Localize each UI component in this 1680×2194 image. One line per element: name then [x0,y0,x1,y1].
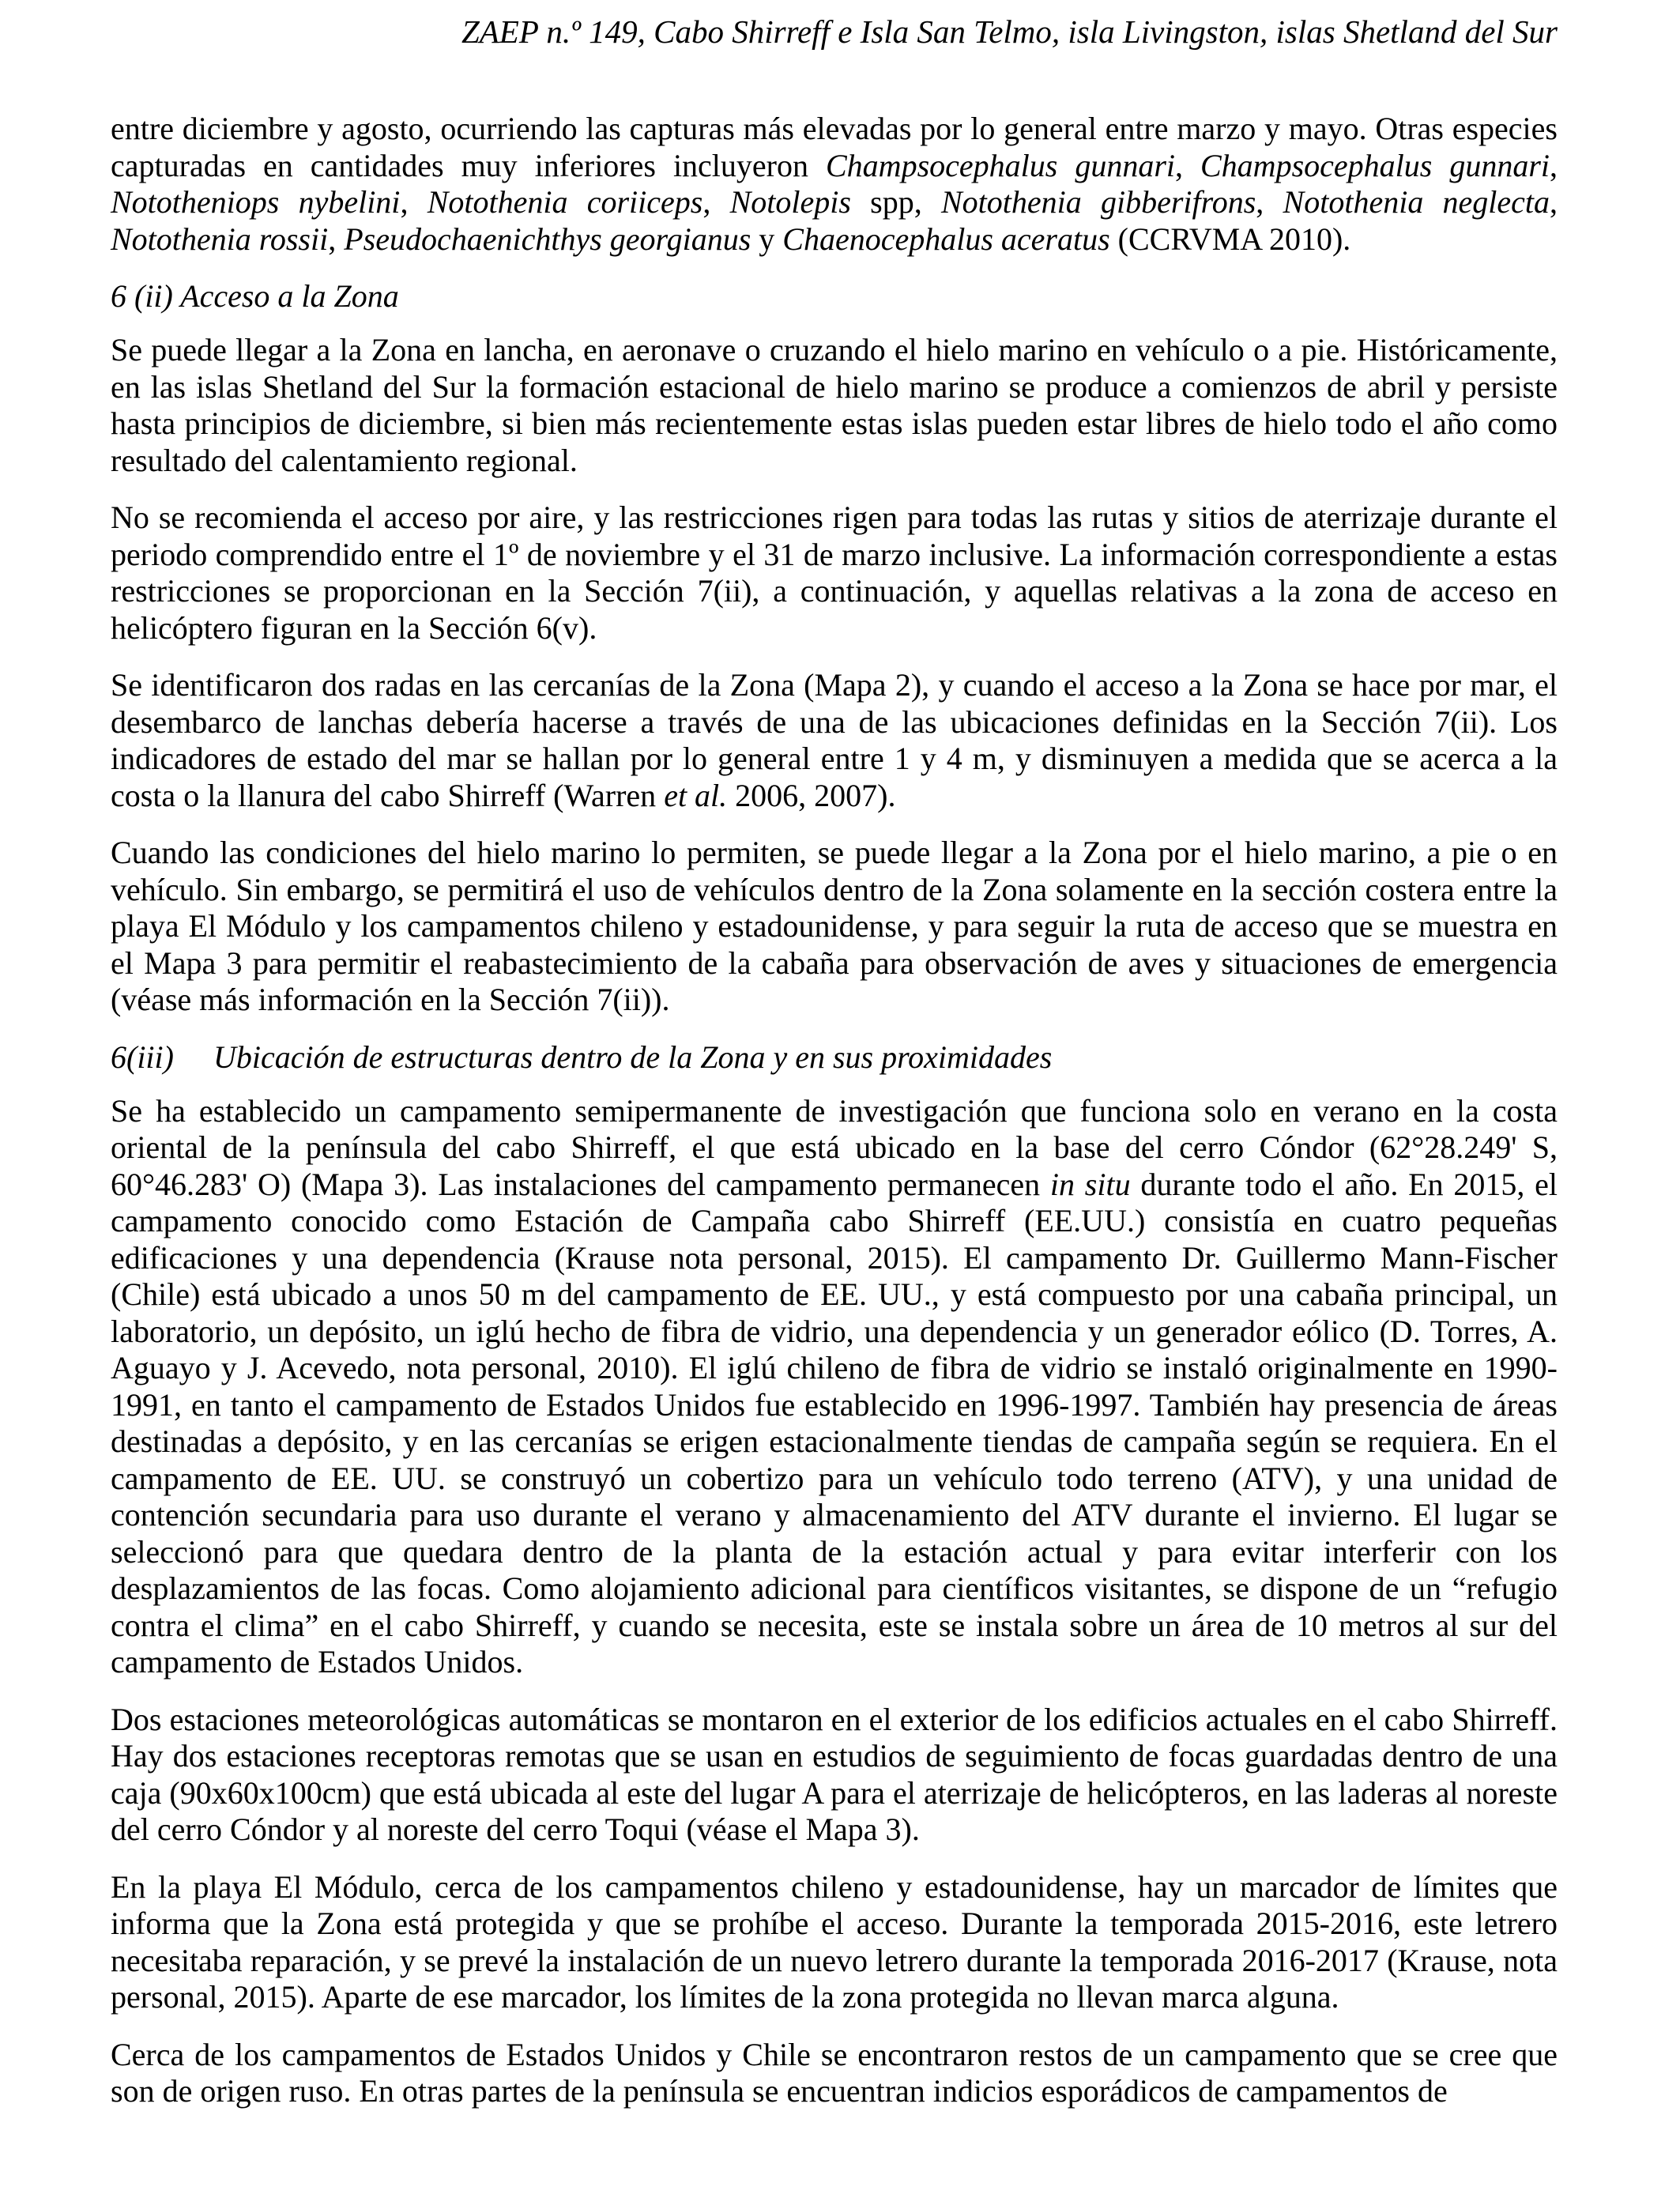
paragraph-fish-species [111,111,1558,258]
separator: , [400,184,428,220]
running-header: ZAEP n.º 149, Cabo Shirreff e Isla San Telmo, isla Livingston, islas Shetland del Sur [461,13,1558,50]
separator: , [328,221,345,257]
separator: , [1550,147,1558,183]
paragraph-weather-stations: Dos estaciones meteorológicas automáticas se montaron en el exterior de los edificios actuales en el cabo Shirreff. Hay dos estaciones receptoras remotas que se usan en estudios de seguimiento de focas guardadas dentro de una caja (90x60x100cm) que está ubicada al este del lugar A para el aterrizaje de helicópteros, en las laderas al noreste del cerro Cóndor y al noreste del cerro Toqui (véase el Mapa 3). [111,1701,1558,1847]
separator: , [1550,184,1558,220]
paragraph-text: 2006, 2007). [727,777,896,813]
paragraph-text: durante todo el año. En 2015, el campamento conocido como Estación de Campaña cabo Shirreff (EE.UU.) consistía en cuatro pequeñas edificaciones y una dependencia (Krause nota personal, 2015). El campamento Dr. Guillermo Mann-Fischer (Chile) está ubicado a unos 50 m del campamento de EE. UU., y está compuesto por una cabaña principal, un laboratorio, un depósito, un iglú hecho de fibra de vidrio, una dependencia y un generador eólico (D. Torres, A. Aguayo y J. Acevedo, nota personal, 2010). El iglú chileno de fibra de vidrio se instaló originalmente en 1990-1991, en tanto el campamento de Estados Unidos fue establecido en 1996-1997. También hay presencia de áreas destinadas a depósito, y en las cercanías se erigen estacionalmente tiendas de campaña según se requiera. En el campamento de EE. UU. se construyó un cobertizo para un vehículo todo terreno (ATV), y una unidad de contención secundaria para uso durante el verano y almacenamiento del ATV durante el invierno. El lugar se seleccionó para que quedara dentro de la planta de la estación actual y para evitar interferir con los desplazamientos de las focas. Como alojamiento adicional para científicos visitantes, se dispone de un “refugio contra el clima” en el cabo Shirreff, y cuando se necesita, este se instala sobre un área de 10 metros al sur del campamento de Estados Unidos. [111,1166,1558,1679]
separator: y [751,221,783,257]
latin-phrase: in situ [1049,1166,1131,1202]
species-name: Champsocephalus gunnari [826,147,1175,183]
paragraph-text: (CCRVMA 2010). [1109,221,1351,257]
species-name: Notothenia gibberifrons [940,184,1256,220]
paragraph-sea-access [111,667,1558,814]
separator: , [1256,184,1283,220]
species-name: Nototheniops nybelini [111,184,401,220]
paragraph-sea-ice-access: Cuando las condiciones del hielo marino lo permiten, se puede llegar a la Zona por el hielo marino, a pie o en vehículo. Sin embargo, se permitirá el uso de vehículos dentro de la Zona solamente en la sección costera entre la playa El Módulo y los campamentos chileno y estadounidense, y para seguir la ruta de acceso que se muestra en el Mapa 3 para permitir el reabastecimiento de la cabaña para observación de aves y situaciones de emergencia (véase más información en la Sección 7(ii)). [111,835,1558,1017]
species-name: Champsocephalus gunnari [1200,147,1550,183]
section-number: 6(iii) [111,1039,174,1075]
paragraph-camp [111,1093,1558,1681]
paragraph-boundary-marker: En la playa El Módulo, cerca de los campamentos chileno y estadounidense, hay un marcador de límites que informa que la Zona está protegida y que se prohíbe el acceso. Durante la temporada 2015-2016, este letrero necesitaba reparación, y se prevé la instalación de un nuevo letrero durante la temporada 2016-2017 (Krause, nota personal, 2015). Aparte de ese marcador, los límites de la zona protegida no llevan marca alguna. [111,1868,1558,2015]
paragraph-access-routes: Se puede llegar a la Zona en lancha, en aeronave o cruzando el hielo marino en vehículo o a pie. Históricamente, en las islas Shetland del Sur la formación estacional de hielo marino se produce a comienzos de abril y persiste hasta principios de diciembre, si bien más recientemente estas islas pueden estar libres de hielo todo el año como resultado del calentamiento regional. [111,332,1558,478]
paragraph-air-access: No se recomienda el acceso por aire, y las restricciones rigen para todas las rutas y sitios de aterrizaje durante el periodo comprendido entre el 1º de noviembre y el 31 de marzo inclusive. La información correspondiente a estas restricciones se proporcionan en la Sección 7(ii), a continuación, y aquellas relativas a la zona de acceso en helicóptero figuran en la Sección 6(v). [111,499,1558,646]
species-name: Notothenia rossii [111,221,329,257]
species-name: Notothenia neglecta [1283,184,1550,220]
species-name: Pseudochaenichthys georgianus [344,221,751,257]
paragraph-text: Se ha establecido un campamento semipermanente de investigación que funciona solo en verano en la costa oriental de la península del cabo Shirreff, el que está ubicado en la base del cerro Cóndor (62°28.249' S, 60°46.283' O) (Mapa 3). Las instalaciones del campamento permanecen [111,1092,1558,1202]
citation-etal: et al. [664,777,728,813]
species-name: Notolepis [729,184,851,220]
separator: , [1175,147,1200,183]
section-heading-access: 6 (ii) Acceso a la Zona [111,278,399,314]
species-name: Chaenocephalus aceratus [782,221,1110,257]
separator: , [703,184,730,220]
section-title: Ubicación de estructuras dentro de la Zona y en sus proximidades [213,1039,1053,1075]
paragraph-text: Se identificaron dos radas en las cercanías de la Zona (Mapa 2), y cuando el acceso a la Zona se hace por mar, el desembarco de lanchas debería hacerse a través de una de las ubicaciones definidas en la Sección 7(ii). Los indicadores de estado del mar se hallan por lo general entre 1 y 4 m, y disminuyen a medida que se acerca a la costa o la llanura del cabo Shirreff (Warren [111,667,1558,813]
species-name: Notothenia coriiceps [427,184,703,220]
page-body [111,111,1558,2131]
paragraph-camp-remains: Cerca de los campamentos de Estados Unidos y Chile se encontraron restos de un campamento que se cree que son de origen ruso. En otras partes de la península se encuentran indicios esporádicos de campamentos de [111,2036,1558,2109]
section-heading-structures [111,1039,1558,1076]
separator: spp, [850,184,941,220]
paragraph-text: entre diciembre y agosto, ocurriendo las capturas más elevadas por lo general entre marzo y mayo. Otras especies capturadas en cantidades muy inferiores incluyeron [111,111,1558,183]
